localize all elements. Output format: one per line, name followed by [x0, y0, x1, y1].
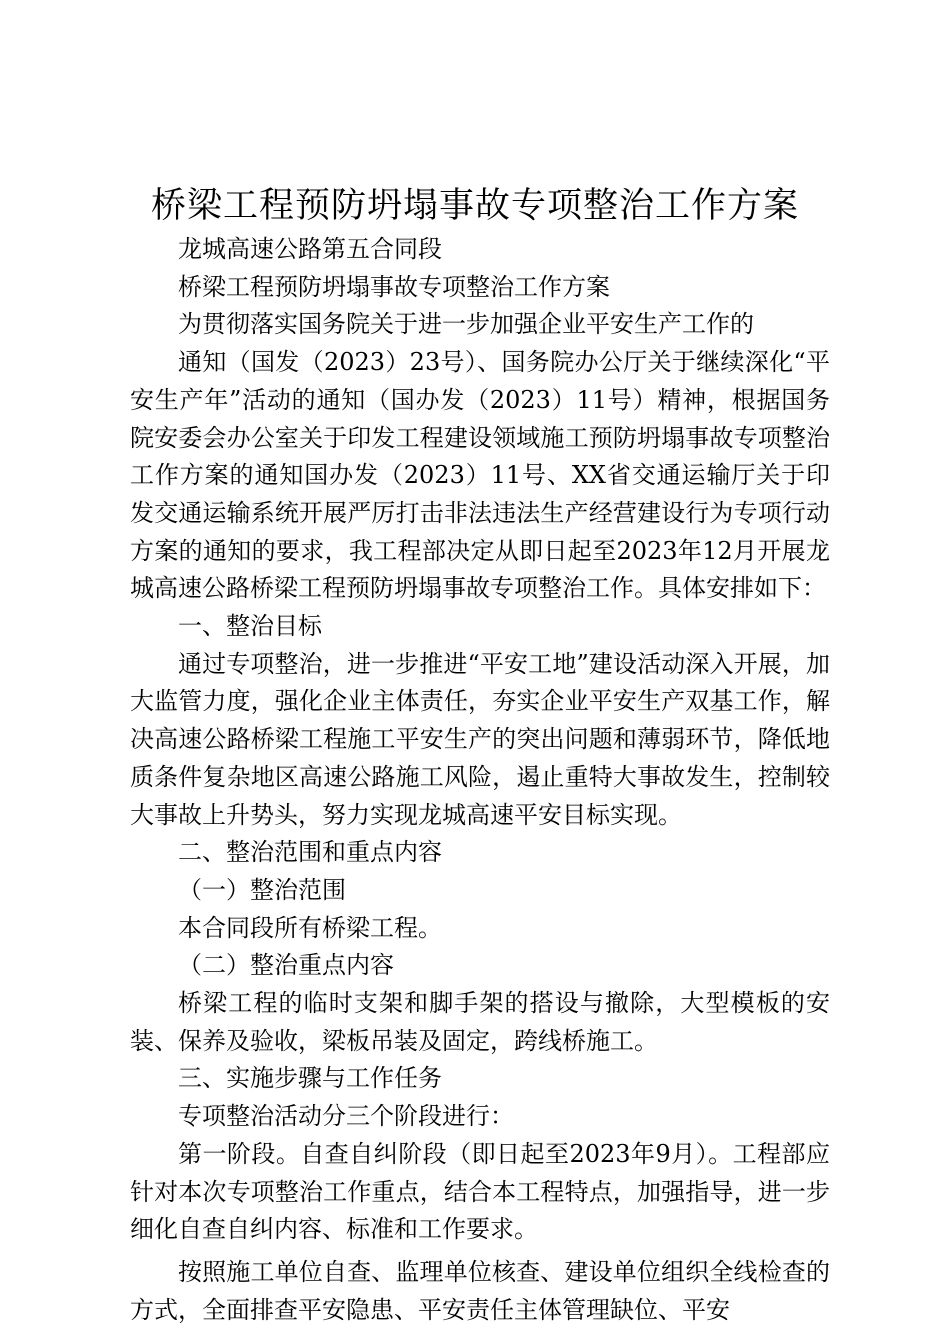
subheading-focus: （二）整治重点内容 [178, 951, 394, 980]
paragraph-intro-body: 通知（国发（2023）23号）、国务院办公厅关于继续深化“平安生产年”活动的通知（国办发（2023）11号）精神，根据国务院安委会办公室关于印发工程建设领域施工预防坍塌事故专项整治工作方案的通知国办发（2023）11号、XX省交通运输厅关于印发交通运输系统开展严厉打击非法违法生产经营建设行为专项行动方案的通知的要求，我工程部决定从即日起至2023年12月开展龙城高速公路桥梁工程预防坍塌事故专项整治工作。具体安排如下： [130, 348, 830, 603]
subheading-scope: （一）整治范围 [178, 875, 346, 904]
heading-steps-and-tasks: 三、实施步骤与工作任务 [178, 1064, 442, 1093]
paragraph-phase-one: 第一阶段。自查自纠阶段（即日起至2023年9月）。工程部应针对本次专项整治工作重点，结合本工程特点，加强指导，进一步细化自查自纠内容、标准和工作要求。 [130, 1139, 830, 1244]
heading-scope-and-focus: 二、整治范围和重点内容 [178, 838, 442, 867]
paragraph-phases-intro: 专项整治活动分三个阶段进行： [178, 1102, 514, 1131]
paragraph-focus: 桥梁工程的临时支架和脚手架的搭设与撤除，大型模板的安装、保养及验收，梁板吊装及固定，跨线桥施工。 [130, 989, 830, 1055]
document-body [130, 231, 830, 1329]
paragraph-contract-section: 龙城高速公路第五合同段 [178, 235, 442, 263]
paragraph-plan-subtitle: 桥梁工程预防坍塌事故专项整治工作方案 [178, 272, 610, 301]
heading-goals: 一、整治目标 [178, 612, 322, 641]
paragraph-scope: 本合同段所有桥梁工程。 [178, 913, 442, 942]
paragraph-intro-line: 为贯彻落实国务院关于进一步加强企业平安生产工作的 [178, 310, 754, 339]
document-title: 桥梁工程预防坍塌事故专项整治工作方案 [150, 186, 799, 226]
paragraph-goals: 通过专项整治，进一步推进“平安工地”建设活动深入开展，加大监管力度，强化企业主体责任，夯实企业平安生产双基工作，解决高速公路桥梁工程施工平安生产的突出问题和薄弱环节，降低地质条件复杂地区高速公路施工风险，遏止重特大事故发生，控制较大事故上升势头，努力实现龙城高速平安目标实现。 [130, 649, 830, 829]
paragraph-inspection-method: 按照施工单位自查、监理单位核查、建设单位组织全线检查的方式，全面排查平安隐患、平安责任主体管理缺位、平安 [130, 1257, 830, 1324]
